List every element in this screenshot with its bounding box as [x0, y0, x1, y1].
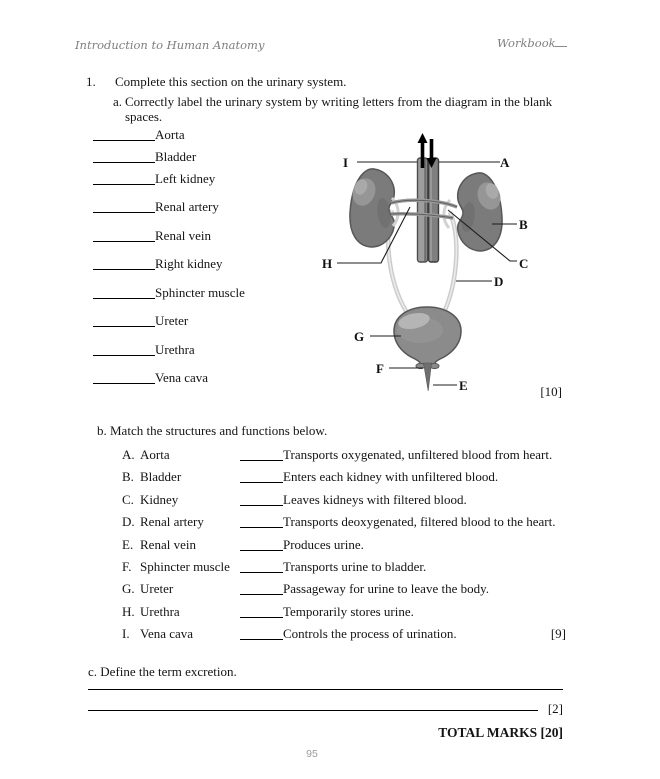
question-intro-text: Complete this section on the urinary system. — [115, 74, 347, 89]
row-letter: A. — [122, 447, 135, 462]
row-function: Transports oxygenated, unfiltered blood from heart. — [283, 447, 553, 462]
diagram-letter-f: F — [376, 361, 384, 376]
structure-label: Renal vein — [155, 228, 211, 243]
label-row — [93, 149, 196, 164]
write-in-line[interactable] — [88, 696, 538, 711]
answer-blank[interactable] — [240, 538, 283, 551]
row-structure: Urethra — [140, 604, 180, 619]
answer-blank[interactable] — [93, 229, 155, 242]
match-row — [122, 514, 567, 529]
match-row — [122, 492, 567, 507]
row-function: Controls the process of urination. — [283, 626, 457, 641]
part-c-marks: [2] — [547, 701, 563, 716]
vena-cava-vessel-tube — [429, 158, 439, 262]
diagram-letter-h: H — [322, 256, 333, 271]
answer-blank[interactable] — [93, 257, 155, 270]
row-function: Temporarily stores urine. — [283, 604, 414, 619]
match-row — [122, 469, 567, 484]
part-c-prompt-text: Define the term excretion. — [100, 664, 237, 679]
diagram-letter-g: G — [354, 329, 365, 344]
row-function: Transports deoxygenated, filtered blood to the heart. — [283, 514, 556, 529]
answer-blank[interactable] — [240, 582, 283, 595]
row-structure: Renal artery — [140, 514, 204, 529]
diagram-letter-d: D — [494, 274, 504, 289]
urinary-system-diagram — [315, 125, 575, 395]
structure-label: Ureter — [155, 313, 189, 328]
answer-blank[interactable] — [93, 286, 155, 299]
answer-blank[interactable] — [240, 470, 283, 483]
row-structure: Kidney — [140, 492, 179, 507]
structure-label: Vena cava — [155, 370, 209, 385]
label-row — [93, 370, 208, 385]
structure-label: Bladder — [155, 149, 197, 164]
match-row — [122, 447, 567, 462]
part-a-marks: [10] — [540, 384, 562, 399]
structure-label: Aorta — [155, 127, 185, 142]
structure-label: Urethra — [155, 342, 195, 357]
answer-blank[interactable] — [240, 627, 283, 640]
label-row — [93, 228, 211, 243]
diagram-letter-i: I — [343, 155, 349, 170]
match-row — [122, 559, 567, 574]
answer-blank[interactable] — [240, 515, 283, 528]
row-letter: D. — [122, 514, 135, 529]
structure-label: Left kidney — [155, 171, 216, 186]
label-row — [93, 256, 223, 271]
header-left-title: Introduction to Human Anatomy — [75, 38, 265, 52]
diagram-letter-a: A — [500, 155, 510, 170]
row-letter: F. — [122, 559, 132, 574]
label-row — [93, 127, 185, 142]
part-a-label: a. — [113, 94, 123, 109]
row-structure: Bladder — [140, 469, 182, 484]
diagram-letter-b: B — [519, 217, 528, 232]
part-a-prompt-line1: Correctly label the urinary system by writing letters from the diagram in the blank — [125, 94, 553, 109]
part-a-prompt — [113, 94, 552, 124]
row-structure: Aorta — [140, 447, 170, 462]
underline-flourish — [555, 37, 567, 47]
total-marks: TOTAL MARKS [20] — [438, 725, 563, 740]
row-structure: Ureter — [140, 581, 174, 596]
match-row — [122, 581, 567, 596]
answer-blank[interactable] — [93, 343, 155, 356]
row-structure: Vena cava — [140, 626, 194, 641]
row-letter: C. — [122, 492, 134, 507]
row-function: Passageway for urine to leave the body. — [283, 581, 490, 596]
label-row — [93, 313, 188, 328]
row-function: Enters each kidney with unfiltered blood. — [283, 469, 499, 484]
part-a-prompt-line2: spaces. — [125, 109, 163, 124]
answer-blank[interactable] — [93, 128, 155, 141]
row-letter: G. — [122, 581, 135, 596]
label-row — [93, 342, 195, 357]
answer-blank[interactable] — [93, 200, 155, 213]
answer-blank[interactable] — [93, 314, 155, 327]
answer-blank[interactable] — [93, 150, 155, 163]
part-b-prompt — [97, 423, 327, 438]
question-number: 1. — [86, 74, 96, 89]
row-letter: B. — [122, 469, 134, 484]
structure-label: Sphincter muscle — [155, 285, 245, 300]
part-b-marks: [9] — [550, 626, 566, 641]
structure-label: Renal artery — [155, 199, 219, 214]
row-function: Transports urine to bladder. — [283, 559, 427, 574]
part-b-prompt-text: Match the structures and functions below. — [110, 423, 328, 438]
row-letter: I. — [122, 626, 130, 641]
answer-blank[interactable] — [240, 605, 283, 618]
answer-blank[interactable] — [240, 448, 283, 461]
answer-blank[interactable] — [240, 493, 283, 506]
row-structure: Sphincter muscle — [140, 559, 230, 574]
row-function: Leaves kidneys with filtered blood. — [283, 492, 467, 507]
match-row — [122, 604, 567, 619]
answer-blank[interactable] — [240, 560, 283, 573]
part-c-label: c. — [88, 664, 98, 679]
row-structure: Renal vein — [140, 537, 196, 552]
urethra — [424, 363, 432, 391]
match-row — [122, 537, 567, 552]
header-right-title — [497, 36, 567, 51]
label-row — [93, 285, 245, 300]
answer-blank[interactable] — [93, 371, 155, 384]
write-in-line[interactable] — [88, 675, 563, 690]
row-letter: E. — [122, 537, 134, 552]
label-row — [93, 171, 215, 186]
question-intro — [86, 74, 346, 89]
diagram-letter-e: E — [459, 378, 468, 393]
page-number: 95 — [306, 748, 318, 760]
label-row — [93, 199, 219, 214]
answer-blank[interactable] — [93, 172, 155, 185]
row-function: Produces urine. — [283, 537, 364, 552]
header-right-title-text: Workbook — [497, 36, 556, 50]
part-b-label: b. — [97, 423, 107, 438]
row-letter: H. — [122, 604, 135, 619]
structure-label: Right kidney — [155, 256, 223, 271]
diagram-letter-c: C — [519, 256, 529, 271]
